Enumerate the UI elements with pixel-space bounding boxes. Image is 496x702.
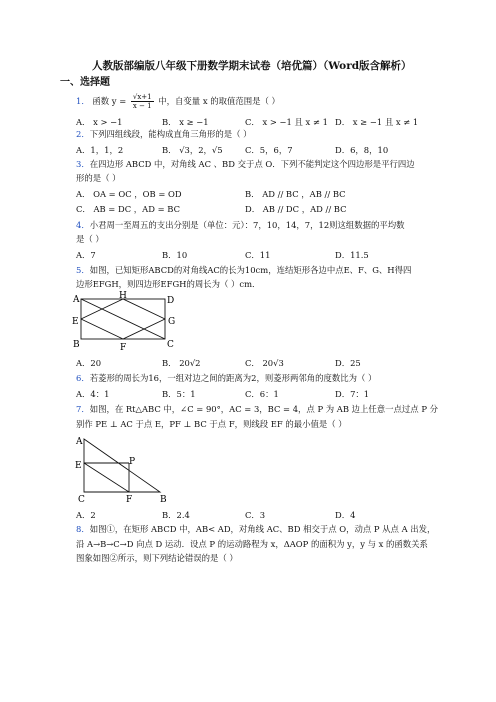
option: C．6：1 [245,389,279,399]
figure-label: E [75,461,82,471]
option: A． OA = OC ，OB = OD [76,189,182,199]
question-5 [76,264,411,276]
option: C．5，6，7 [245,145,293,155]
option: D．4 [335,510,356,520]
question-number: 8． [76,524,90,534]
option: A．4：1 [76,389,110,399]
figure-label: F [126,495,133,504]
q1-fraction-bottom: x − 1 [132,102,152,110]
figure-label: A [73,295,80,305]
option: C． AB = DC ，AD = BC [76,204,180,214]
q1-suffix: 中，自变量 x 的取值范围是（ ） [158,96,280,106]
figure-label: C [78,495,85,504]
question-text: 若菱形的周长为16，一组对边之间的距离为2，则菱形两邻角的度数比为（ ） [89,373,377,383]
option: D． x ≥ −1 且 x ≠ 1 [335,117,419,127]
option: B． 20√2 [162,358,201,368]
section-heading: 一、选择题 [60,77,110,88]
question-7-line2: 别作 PE ⊥ AC 于点 E，PF ⊥ BC 于点 F，则线段 EF 的最小值是（ ） [76,419,347,429]
option: A．20 [76,358,102,368]
option: A．7 [76,250,96,260]
question-8 [76,523,435,535]
option: A． x > −1 [76,117,123,127]
option: C．11 [245,250,271,260]
option: B．2.4 [162,510,190,520]
question-3-line2: 形的是（ ） [76,173,121,183]
option: A．2 [76,510,96,520]
figure-label: B [160,495,167,504]
question-number: 5． [76,265,90,275]
question-3 [76,158,415,170]
question-1 [76,93,280,110]
q1-fraction [131,93,154,110]
question-7 [76,403,438,415]
figure-label: G [168,317,176,327]
question-8-line3: 图象如图②所示，则下列结论错误的是（ ） [76,553,238,563]
document-title: 人教版部编版八年级下册数学期末试卷（培优篇）（Word版含解析） [92,60,412,72]
option: B．5：1 [162,389,196,399]
question-text: 如图，在 Rt△ABC 中，∠C = 90°，AC = 3，BC = 4，点 P 为 AB 边上任意一点过点 P 分 [89,404,438,414]
question-5-line2: 边形EFGH，则四边形EFGH的周长为（ ）cm． [76,279,261,289]
option: D．11.5 [335,250,369,260]
question-8-line2: 沿 A→B→C→D 向点 D 运动．设点 P 的运动路程为 x，ΔAOP 的面积为 y，y 与 x 的函数关系 [76,539,428,549]
figure-label: B [73,340,80,350]
figure-label: C [167,340,174,350]
q1-fraction-top: √x+1 [132,93,152,101]
question-6 [76,372,376,384]
question-text: 如图，已知矩形ABCD的对角线AC的长为10cm，连结矩形各边中点E、F、G、H得四 [89,265,412,275]
question-text: 如图①，在矩形 ABCD 中，AB< AD，对角线 AC、BD 相交于点 O，动点 P 从点 A 出发， [89,524,436,534]
question-number: 3． [76,159,90,169]
question-number: 1． [76,96,90,106]
option: B． x ≥ −1 [162,117,209,127]
question-4 [76,219,405,231]
option: C． x > −1 且 x ≠ 1 [245,117,328,127]
triangle-figure [72,432,176,504]
option: D．25 [335,358,361,368]
option: D．7：1 [335,389,370,399]
question-text: 小君周一至周五的支出分别是（单位：元）：7，10，14，7，12则这组数据的平均数 [89,220,405,230]
question-number: 4． [76,220,90,230]
option: B．10 [162,250,188,260]
figure-label: P [129,457,136,467]
question-number: 2． [76,129,90,139]
question-2 [76,128,252,140]
option: B． AD // BC ，AB // BC [245,189,346,199]
q1-prefix: 函数 y = [92,96,127,106]
option: B． √3，2，√5 [162,145,223,155]
figure-label: F [120,343,127,352]
figure-label: H [119,291,127,301]
option: C． 20√3 [245,358,284,368]
question-text: 在四边形 ABCD 中，对角线 AC 、BD 交于点 O．下列不能判定这个四边形是平行四边 [89,159,415,169]
option: A．1，1，2 [76,145,124,155]
figure-label: E [72,317,79,327]
question-4-line2: 是（ ） [76,234,104,244]
figure-label: D [167,296,175,306]
question-text: 下列四组线段，能构成直角三角形的是（ ） [89,129,252,139]
question-number: 7． [76,404,90,414]
option: D．6，8，10 [335,145,389,155]
question-number: 6． [76,373,90,383]
rectangle-figure [70,290,180,352]
option: D． AB // DC ，AD // BC [245,204,347,214]
option: C．3 [245,510,266,520]
figure-label: A [76,437,83,447]
